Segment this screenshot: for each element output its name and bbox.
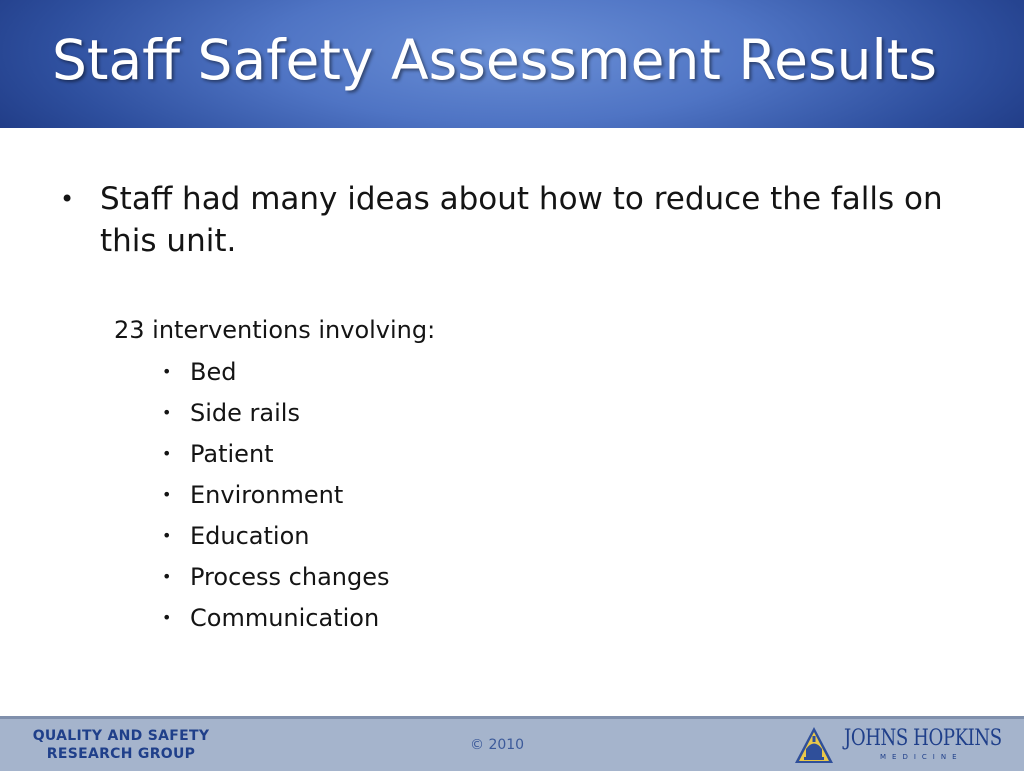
bullet-dot-icon: • [162, 362, 172, 381]
logo-subtitle: MEDICINE [880, 753, 963, 761]
group-name [16, 727, 226, 763]
copyright: © 2010 [470, 737, 525, 753]
slide-footer [0, 716, 1024, 771]
bullet-dot-icon: • [162, 444, 172, 463]
bullet-dot-icon: • [162, 485, 172, 504]
johns-hopkins-dome-seal-icon [793, 725, 835, 767]
logo-wordmark: JOHNS HOPKINS [844, 726, 1002, 751]
title-band [0, 0, 1024, 128]
bullet-dot-icon: • [162, 526, 172, 545]
bullet-dot-icon: • [162, 608, 172, 627]
interventions-heading: 23 interventions involving: [114, 316, 436, 344]
bullet-dot-icon: • [60, 185, 75, 213]
bullet-dot-icon: • [162, 567, 172, 586]
group-name-line-2: RESEARCH GROUP [46, 746, 196, 762]
group-name-line-1: QUALITY AND SAFETY [32, 728, 210, 744]
bullet-dot-icon: • [162, 403, 172, 422]
slide-title: Staff Safety Assessment Results [52, 28, 937, 92]
main-bullet-text: Staff had many ideas about how to reduce the falls on this unit. [100, 181, 943, 259]
